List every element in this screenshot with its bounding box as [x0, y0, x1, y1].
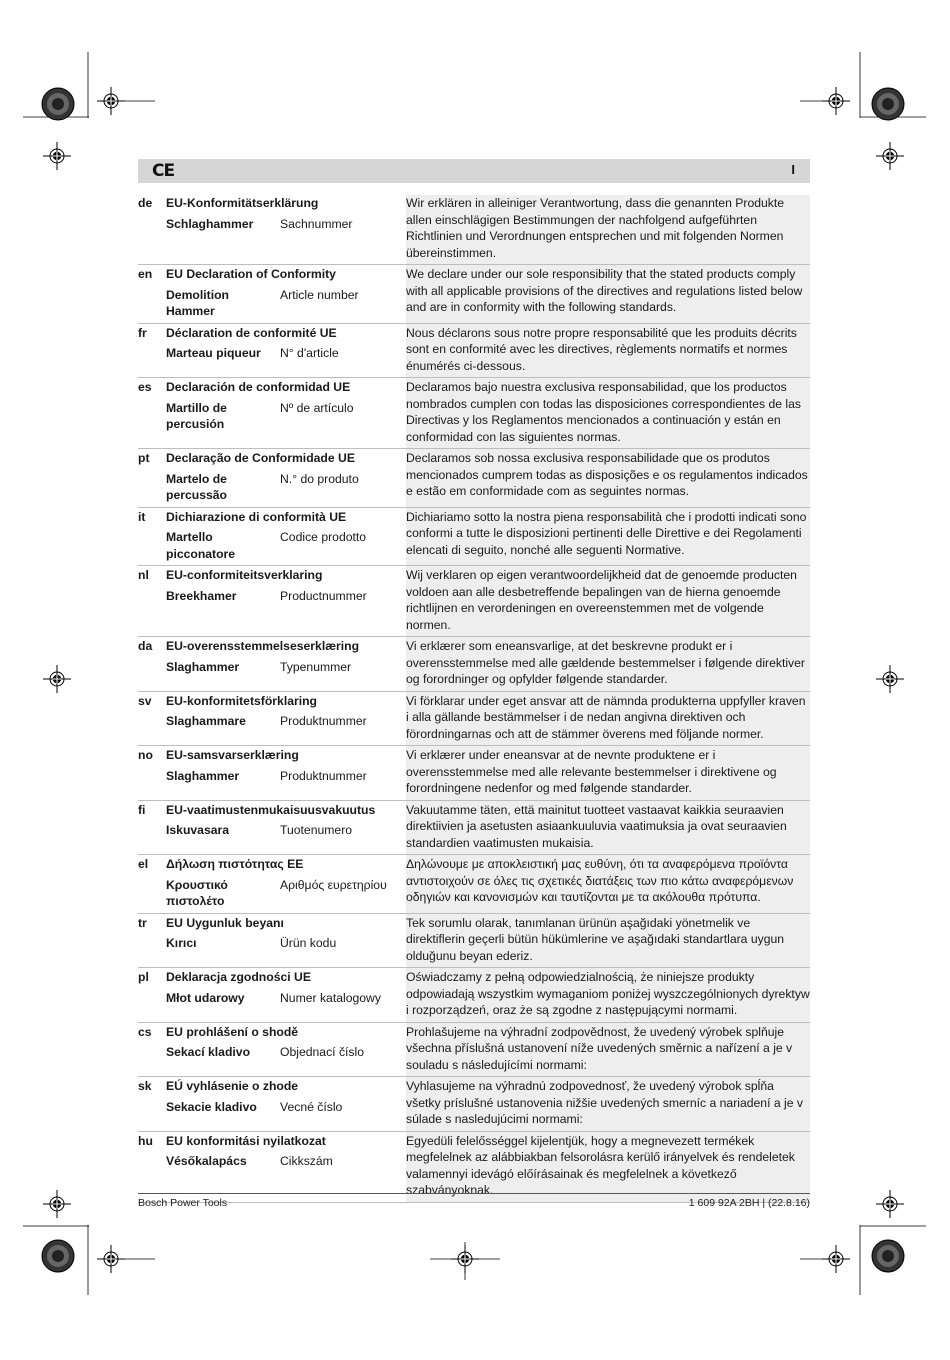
- product-line: [166, 287, 406, 320]
- declaration-heading-cell: [166, 1077, 406, 1132]
- declaration-heading-cell: [166, 323, 406, 378]
- declaration-text: Vi erklærer under eneansvar at de nevnte produktene er i overensstemmelse med alle relevante bestemmelser i direktivene og forordningene nedenfor og med følgende standarder.: [406, 746, 810, 801]
- declaration-text: Vakuutamme täten, että mainitut tuotteet vastaavat kaikkia seuraavien direktiivien ja asetusten asiaankuuluvia vaatimuksia ja ovat seuraavien standardien vaatimusten mukaisia.: [406, 800, 810, 855]
- product-name: Sekacie kladivo: [166, 1099, 257, 1114]
- product-name: Iskuvasara: [166, 823, 230, 837]
- product-name: Kırıcı: [166, 936, 197, 950]
- declaration-row-sk: [138, 1077, 810, 1132]
- declaration-table: [138, 195, 810, 1203]
- product-name: Marteau piqueur: [166, 346, 261, 360]
- article-number-label: Sachnummer: [280, 216, 353, 231]
- declaration-row-pl: [138, 968, 810, 1023]
- declaration-text: Declaramos sob nossa exclusiva responsabilidade que os produtos mencionados cumprem todas as disposições e os regulamentos indicados e estão em conformidade com as seguintes normas.: [406, 449, 810, 508]
- declaration-heading-cell: [166, 637, 406, 692]
- page-number: I: [791, 162, 795, 177]
- language-code: en: [138, 265, 166, 324]
- declaration-row-pt: [138, 449, 810, 508]
- product-name: Slaghammer: [166, 659, 240, 674]
- declaration-text: Nous déclarons sous notre propre responsabilité que les produits décrits sont en conformité avec les directives, règlements normatifs et normes énumérés ci-dessous.: [406, 323, 810, 378]
- declaration-row-de: [138, 195, 810, 265]
- declaration-row-fr: [138, 323, 810, 378]
- declaration-text: Prohlašujeme na výhradní zodpovědnost, že uvedený výrobek splňuje všechna příslušná ustanovení níže uvedených směrnic a nařízení a je v souladu s následujícími normami:: [406, 1022, 810, 1077]
- declaration-title: EU-conformiteitsverklaring: [166, 568, 323, 582]
- article-number-label: N° d'article: [280, 346, 339, 360]
- language-code: da: [138, 637, 166, 692]
- declaration-heading-cell: [166, 746, 406, 801]
- declaration-title: EU Uygunluk beyanı: [166, 915, 284, 930]
- product-name: Κρουστικό πιστολέτο: [166, 877, 228, 908]
- declaration-row-nl: [138, 566, 810, 637]
- declaration-text: Δηλώνουμε με αποκλειστική μας ευθύνη, ότι τα αναφερόμενα προϊόντα αντιστοιχούν σε όλες τις σχετικές διατάξεις των πιο κάτω αναφερόμενων οδηγιών και κανονισμών και ταυτίζονται με τα ακόλουθα πρότυπα.: [406, 855, 810, 914]
- product-line: [166, 822, 406, 839]
- language-code: no: [138, 746, 166, 801]
- language-code: sv: [138, 691, 166, 746]
- product-name: Martello picconatore: [166, 530, 236, 561]
- product-line: [166, 216, 406, 233]
- product-name: Martelo de percussão: [166, 471, 227, 502]
- declaration-heading-cell: [166, 265, 406, 324]
- declaration-title: EU-vaatimustenmukaisuusvakuutus: [166, 802, 376, 817]
- declaration-text: Declaramos bajo nuestra exclusiva responsabilidad, que los productos nombrados cumplen con todas las disposiciones correspondientes de las Directivas y los Reglamentos mencionados a continuación y están en conformidad con las siguientes normas.: [406, 378, 810, 449]
- product-name: Sekací kladivo: [166, 1045, 251, 1059]
- language-code: nl: [138, 566, 166, 637]
- article-number-label: Nº de artículo: [280, 400, 354, 415]
- declaration-heading-cell: [166, 566, 406, 637]
- product-name: Slaghammer: [166, 768, 240, 783]
- language-code: fr: [138, 323, 166, 378]
- article-number-label: Objednací číslo: [280, 1045, 365, 1059]
- language-code: pt: [138, 449, 166, 508]
- language-code: hu: [138, 1131, 166, 1202]
- language-code: it: [138, 507, 166, 566]
- article-number-label: Ürün kodu: [280, 936, 337, 950]
- product-name: Breekhamer: [166, 588, 237, 603]
- language-code: el: [138, 855, 166, 914]
- declaration-row-it: [138, 507, 810, 566]
- product-name: Schlaghammer: [166, 216, 254, 231]
- product-line: [166, 935, 406, 952]
- declaration-text: Wij verklaren op eigen verantwoordelijkheid dat de genoemde producten voldoen aan alle desbetreffende bepalingen van de hierna genoemde richtlijnen en verordeningen en overeenstemmen met de volgende normen.: [406, 566, 810, 637]
- product-line: [166, 768, 406, 785]
- declaration-heading-cell: [166, 1131, 406, 1202]
- language-code: de: [138, 195, 166, 265]
- product-line: [166, 588, 406, 605]
- language-code: pl: [138, 968, 166, 1023]
- declaration-heading-cell: [166, 195, 406, 265]
- declaration-heading-cell: [166, 913, 406, 968]
- language-code: cs: [138, 1022, 166, 1077]
- product-line: [166, 659, 406, 676]
- declaration-row-da: [138, 637, 810, 692]
- declaration-title: EU-overensstemmelseserklæring: [166, 639, 360, 653]
- declaration-title: Dichiarazione di conformità UE: [166, 509, 347, 524]
- declaration-row-tr: [138, 913, 810, 968]
- declaration-title: EU Declaration of Conformity: [166, 267, 336, 281]
- declaration-row-hu: [138, 1131, 810, 1202]
- product-line: [166, 713, 406, 730]
- article-number-label: Produktnummer: [280, 768, 367, 783]
- product-line: [166, 990, 406, 1007]
- language-code: es: [138, 378, 166, 449]
- article-number-label: Vecné číslo: [280, 1099, 343, 1114]
- declaration-heading-cell: [166, 449, 406, 508]
- product-line: [166, 471, 406, 504]
- article-number-label: Cikkszám: [280, 1154, 333, 1168]
- declaration-title: EÚ vyhlásenie o zhode: [166, 1079, 299, 1093]
- declaration-text: Oświadczamy z pełną odpowiedzialnością, że niniejsze produkty odpowiadają wszystkim wymaganiom poniżej wyszczególnionych dyrektyw i rozporządzeń, oraz że są zgodne z następującymi normami.: [406, 968, 810, 1023]
- declaration-heading-cell: [166, 1022, 406, 1077]
- declaration-row-en: [138, 265, 810, 324]
- declaration-title: EU prohlášení o shodě: [166, 1024, 299, 1039]
- declaration-title: EU-konformitetsförklaring: [166, 693, 318, 708]
- footer-document-number: 1 609 92A 2BH | (22.8.16): [688, 1197, 810, 1209]
- product-name: Martillo de percusión: [166, 400, 227, 431]
- footer-publisher: Bosch Power Tools: [138, 1197, 228, 1209]
- declaration-title: Declaración de conformidad UE: [166, 380, 351, 394]
- declaration-heading-cell: [166, 507, 406, 566]
- declaration-title: EU konformitási nyilatkozat: [166, 1133, 326, 1148]
- declaration-text: Wir erklären in alleiniger Verantwortung, dass die genannten Produkte allen einschlägigen Bestimmungen der nachfolgend aufgeführten Richtlinien und Verordnungen entsprechen und mit folgenden Normen übereinstimmen.: [406, 195, 810, 265]
- declaration-title: Declaração de Conformidade UE: [166, 451, 355, 465]
- language-code: fi: [138, 800, 166, 855]
- declaration-heading-cell: [166, 691, 406, 746]
- article-number-label: N.° do produto: [280, 471, 359, 486]
- declaration-title: EU-samsvarserklæring: [166, 748, 299, 762]
- language-code: sk: [138, 1077, 166, 1132]
- product-name: Slaghammare: [166, 714, 246, 728]
- declaration-row-cs: [138, 1022, 810, 1077]
- ce-mark: CE: [152, 161, 175, 181]
- article-number-label: Produktnummer: [280, 714, 367, 728]
- article-number-label: Tuotenumero: [280, 823, 353, 837]
- declaration-table-body: [138, 195, 810, 1202]
- declaration-heading-cell: [166, 800, 406, 855]
- product-line: [166, 1153, 406, 1170]
- product-line: [166, 877, 406, 910]
- declaration-title: Δήλωση πιστότητας ΕΕ: [166, 857, 304, 871]
- footer-rule: [138, 1193, 810, 1194]
- declaration-text: We declare under our sole responsibility that the stated products comply with all applicable provisions of the directives and regulations listed below and are in conformity with the following standards.: [406, 265, 810, 324]
- product-line: [166, 345, 406, 362]
- declaration-text: Vi erklærer som eneansvarlige, at det beskrevne produkt er i overensstemmelse med alle gældende bestemmelser i følgende direktiver og forordninger og opfylder følgende standarder.: [406, 637, 810, 692]
- article-number-label: Numer katalogowy: [280, 990, 381, 1005]
- declaration-text: Vyhlasujeme na výhradnú zodpovednosť, že uvedený výrobok spĺňa všetky príslušné ustanovenia nižšie uvedených smerníc a nariadení a je v súlade s nasledujúcimi normami:: [406, 1077, 810, 1132]
- declaration-row-es: [138, 378, 810, 449]
- product-name: Vésőkalapács: [166, 1154, 247, 1168]
- declaration-row-sv: [138, 691, 810, 746]
- article-number-label: Article number: [280, 287, 359, 302]
- declaration-heading-cell: [166, 855, 406, 914]
- declaration-text: Vi förklarar under eget ansvar att de nämnda produkterna uppfyller kraven i alla gällande bestämmelser i de nedan angivna direktiven och förordningarnas och att de stämmer överens med följande normer.: [406, 691, 810, 746]
- declaration-row-el: [138, 855, 810, 914]
- declaration-heading-cell: [166, 378, 406, 449]
- declaration-text: Egyedüli felelősséggel kijelentjük, hogy a megnevezett termékek megfelelnek az alábbiakban felsorolásra kerülő irányelvek és rendeletek valamennyi idevágó előírásainak és megfelelnek a következő szabványoknak.: [406, 1131, 810, 1202]
- language-code: tr: [138, 913, 166, 968]
- product-line: [166, 1099, 406, 1116]
- header-band: [138, 159, 810, 183]
- product-line: [166, 1044, 406, 1061]
- declaration-text: Tek sorumlu olarak, tanımlanan ürünün aşağıdaki yönetmelik ve direktiflerin geçerli bütün hükümlerine ve aşağıdaki standartlara uygun olduğunu beyan ederiz.: [406, 913, 810, 968]
- product-line: [166, 400, 406, 433]
- declaration-title: Déclaration de conformité UE: [166, 325, 337, 340]
- article-number-label: Productnummer: [280, 588, 367, 603]
- declaration-title: Deklaracja zgodności UE: [166, 970, 311, 984]
- declaration-row-fi: [138, 800, 810, 855]
- article-number-label: Αριθμός ευρετηρίου: [280, 877, 387, 892]
- article-number-label: Typenummer: [280, 659, 352, 674]
- declaration-heading-cell: [166, 968, 406, 1023]
- product-line: [166, 529, 406, 562]
- declaration-row-no: [138, 746, 810, 801]
- declaration-text: Dichiariamo sotto la nostra piena responsabilità che i prodotti indicati sono conformi a tutte le disposizioni pertinenti delle Direttive e dei Regolamenti elencati di seguito, nonché alle seguenti Normative.: [406, 507, 810, 566]
- product-name: Demolition Hammer: [166, 287, 229, 318]
- declaration-title: EU-Konformitätserklärung: [166, 196, 319, 210]
- article-number-label: Codice prodotto: [280, 530, 367, 544]
- product-name: Młot udarowy: [166, 990, 245, 1005]
